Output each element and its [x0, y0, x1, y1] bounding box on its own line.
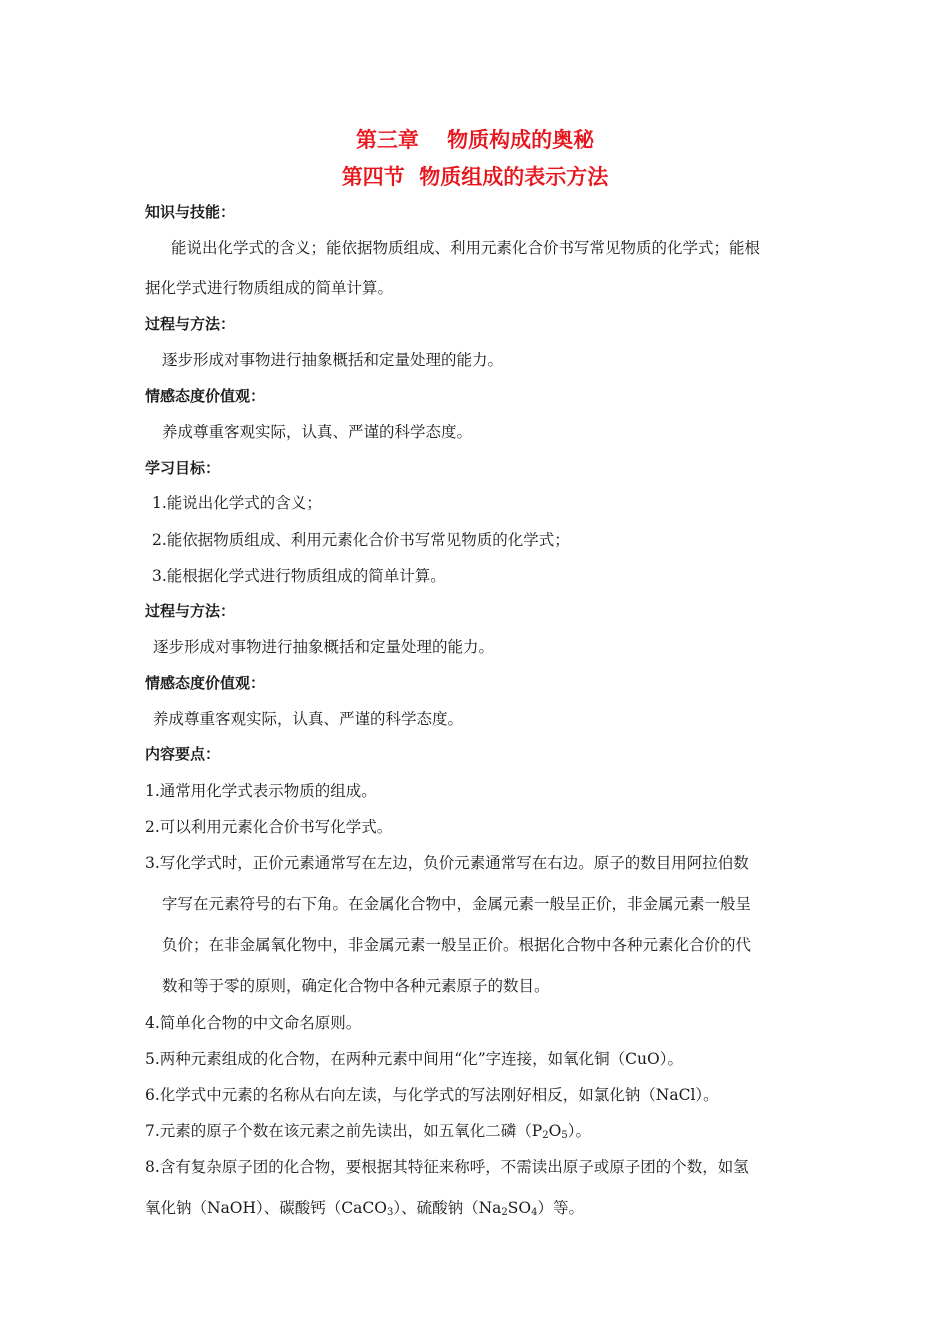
emotion-2-text: 养成尊重客观实际，认真、严谨的科学态度。	[153, 710, 464, 728]
key-point-8-line-2: 氧化钠（NaOH）、碳酸钙（CaCO$_3$）、硫酸钠$(Na_2SO_4)$等。	[145, 1199, 584, 1218]
chapter-title: 第三章 物质构成的奥秘	[355, 128, 595, 152]
key-point-7: 7.元素的原子个数在该元素之前先读出，如五氧化二磷$(P_2O_5)$。	[145, 1122, 591, 1141]
goal-item-2: 2.能依据物质组成、利用元素化合价书写常见物质的化学式；	[152, 531, 570, 549]
heading-goals: 学习目标：	[145, 459, 221, 477]
key-point-3-line-2: 字写在元素符号的右下角。在金属化合物中，金属元素一般呈正价，非金属元素一般呈	[162, 895, 752, 913]
key-point-3-line-4: 数和等于零的原则，确定化合物中各种元素原子的数目。	[162, 977, 550, 995]
process-1-text: 逐步形成对事物进行抽象概括和定量处理的能力。	[162, 351, 504, 369]
heading-emotion-2: 情感态度价值观：	[145, 674, 266, 692]
emotion-1-text: 养成尊重客观实际，认真、严谨的科学态度。	[162, 423, 473, 441]
key-point-1: 1.通常用化学式表示物质的组成。	[145, 782, 377, 800]
heading-key-points: 内容要点：	[145, 745, 221, 763]
process-2-text: 逐步形成对事物进行抽象概括和定量处理的能力。	[153, 638, 495, 656]
key-point-8-line-1: 8.含有复杂原子团的化合物，要根据其特征来称呼，不需读出原子或原子团的个数，如氢	[145, 1158, 749, 1176]
key-point-6: 6.化学式中元素的名称从右向左读，与化学式的写法刚好相反，如氯化钠（NaCl）。	[145, 1086, 719, 1104]
goal-item-3: 3.能根据化学式进行物质组成的简单计算。	[152, 567, 446, 585]
heading-knowledge: 知识与技能：	[145, 203, 236, 221]
key-point-5: 5.两种元素组成的化合物，在两种元素中间用“化”字连接，如氧化铜（CuO）。	[145, 1050, 683, 1068]
section-title: 第四节 物质组成的表示方法	[341, 165, 609, 189]
goal-item-1: 1.能说出化学式的含义；	[152, 494, 322, 512]
knowledge-line-2: 据化学式进行物质组成的简单计算。	[145, 279, 394, 297]
heading-emotion-1: 情感态度价值观：	[145, 387, 266, 405]
key-point-2: 2.可以利用元素化合价书写化学式。	[145, 818, 393, 836]
key-point-3-line-3: 负价；在非金属氧化物中，非金属元素一般呈正价。根据化合物中各种元素化合价的代	[162, 936, 752, 954]
key-point-3-line-1: 3.写化学式时，正价元素通常写在左边，负价元素通常写在右边。原子的数目用阿拉伯数	[145, 854, 749, 872]
key-point-4: 4.简单化合物的中文命名原则。	[145, 1014, 362, 1032]
heading-process-1: 过程与方法：	[145, 315, 236, 333]
knowledge-line-1: 能说出化学式的含义；能依据物质组成、利用元素化合价书写常见物质的化学式；能根	[171, 239, 761, 257]
heading-process-2: 过程与方法：	[145, 602, 236, 620]
